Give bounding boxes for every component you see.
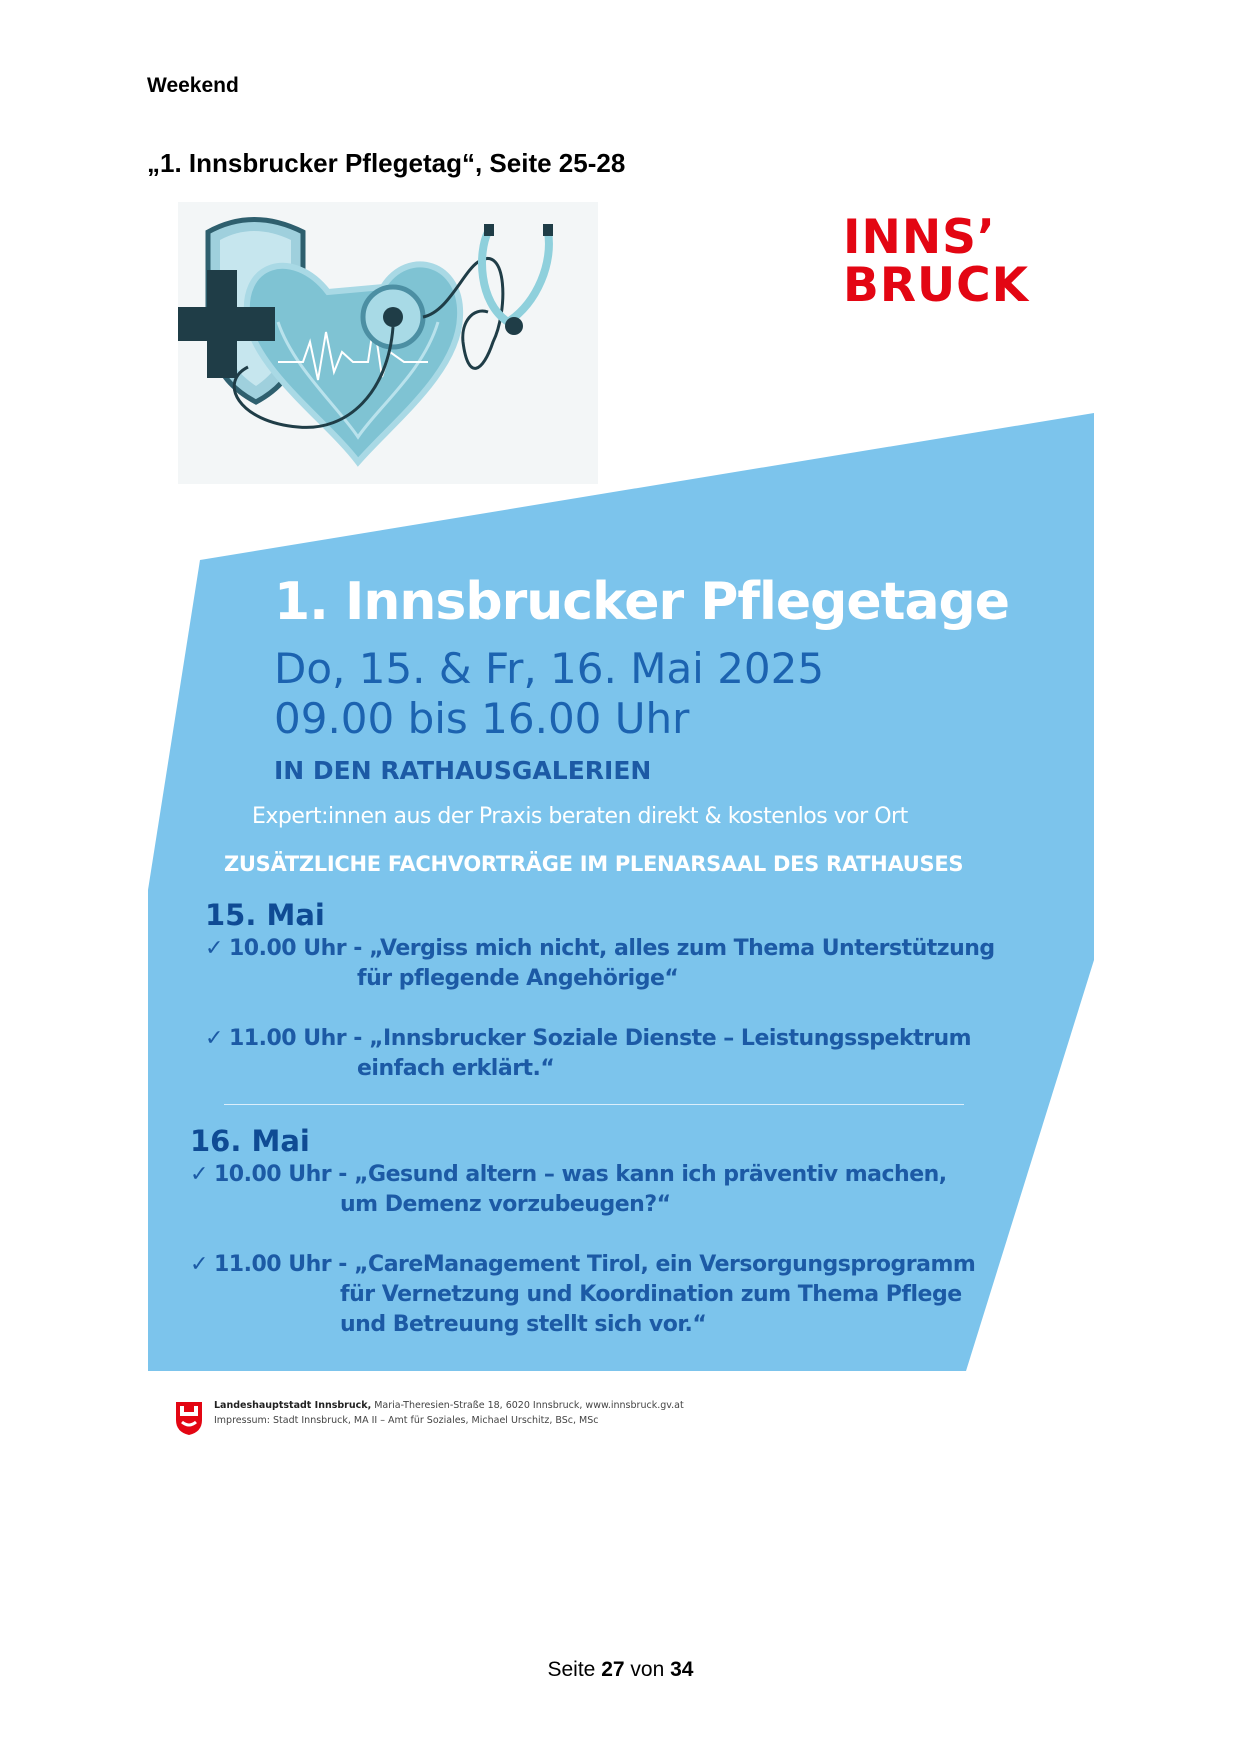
city-crest-icon	[174, 1400, 204, 1436]
talk-line-1: „Vergiss mich nicht, alles zum Thema Unterstützung	[369, 936, 995, 961]
event-date: Do, 15. & Fr, 16. Mai 2025	[274, 644, 825, 693]
current-page: 27	[601, 1658, 625, 1681]
talk-line-1: „Innsbrucker Soziale Dienste – Leistungsspektrum	[369, 1026, 972, 1051]
total-pages: 34	[670, 1658, 694, 1681]
imprint	[214, 1398, 684, 1428]
talk-line-2: für Vernetzung und Koordination zum Thema Pflege	[340, 1282, 962, 1307]
page-number	[0, 1658, 1241, 1682]
event-experts: Expert:innen aus der Praxis beraten direkt & kostenlos vor Ort	[252, 804, 908, 829]
checkmark-icon: ✓	[205, 1026, 223, 1051]
logo-line-2: BRUCK	[843, 258, 1030, 313]
talk-item	[205, 1026, 972, 1081]
document-title: „1. Innsbrucker Pflegetag“, Seite 25-28	[147, 148, 626, 178]
section-label: Weekend	[147, 74, 239, 97]
talk-line-1: „Gesund altern – was kann ich präventiv machen,	[354, 1162, 947, 1187]
talk-line-1: „CareManagement Tirol, ein Versorgungsprogramm	[354, 1252, 976, 1277]
event-venue: IN DEN RATHAUSGALERIEN	[274, 756, 652, 785]
talk-line-2: für pflegende Angehörige“	[357, 966, 679, 991]
talk-time: 10.00 Uhr -	[214, 1162, 347, 1187]
talk-line-2: um Demenz vorzubeugen?“	[340, 1192, 671, 1217]
talk-item	[190, 1162, 947, 1217]
event-time: 09.00 bis 16.00 Uhr	[274, 694, 690, 743]
day-heading: 16. Mai	[190, 1124, 310, 1158]
day-divider	[224, 1104, 964, 1105]
page-prefix: Seite	[547, 1658, 596, 1681]
logo-line-1: INNS’	[843, 210, 996, 265]
day-heading: 15. Mai	[205, 898, 325, 932]
checkmark-icon: ✓	[205, 936, 223, 961]
imprint-line-2: Impressum: Stadt Innsbruck, MA II – Amt für Soziales, Michael Urschitz, BSc, MSc	[214, 1415, 599, 1426]
imprint-address: Maria-Theresien-Straße 18, 6020 Innsbruck, www.innsbruck.gv.at	[374, 1400, 684, 1411]
imprint-org: Landeshauptstadt Innsbruck,	[214, 1400, 372, 1411]
talk-time: 11.00 Uhr -	[229, 1026, 362, 1051]
talk-time: 10.00 Uhr -	[229, 936, 362, 961]
event-title: 1. Innsbrucker Pflegetage	[274, 572, 1010, 632]
talk-line-3: und Betreuung stellt sich vor.“	[340, 1312, 707, 1337]
checkmark-icon: ✓	[190, 1252, 208, 1277]
talk-item	[190, 1252, 976, 1337]
talk-time: 11.00 Uhr -	[214, 1252, 347, 1277]
talk-line-2: einfach erklärt.“	[357, 1056, 555, 1081]
page-middle: von	[630, 1658, 665, 1681]
talk-item	[205, 936, 995, 991]
checkmark-icon: ✓	[190, 1162, 208, 1187]
event-extra-talks: ZUSÄTZLICHE FACHVORTRÄGE IM PLENARSAAL DES RATHAUSES	[224, 852, 964, 876]
